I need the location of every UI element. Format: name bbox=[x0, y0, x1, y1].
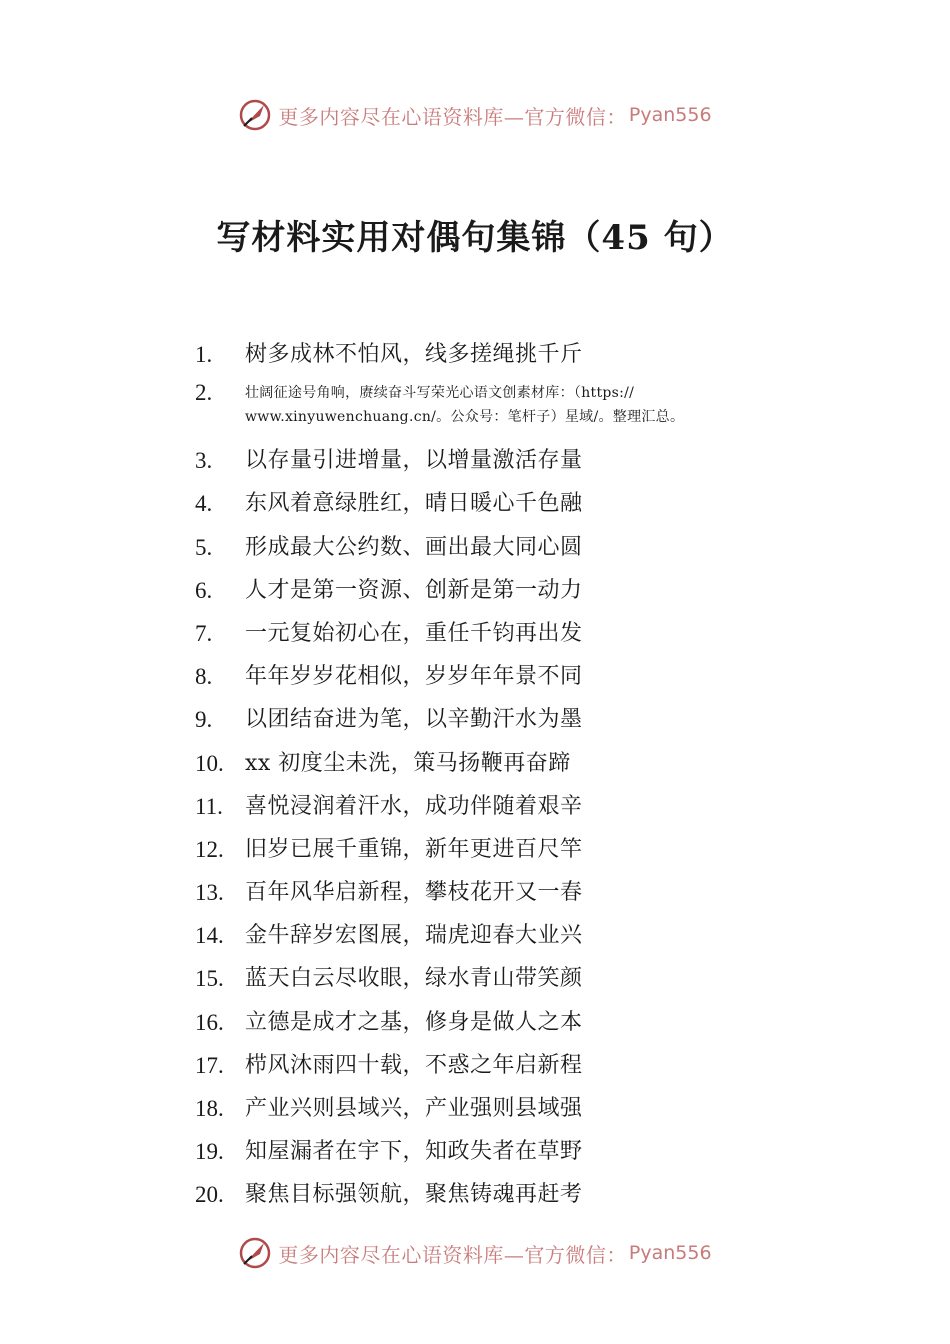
item-number: 8. bbox=[195, 664, 213, 690]
item-text: 树多成林不怕风，线多搓绳挑千斤 bbox=[245, 342, 583, 367]
document-title: 写材料实用对偶句集锦（45 句） bbox=[216, 218, 734, 258]
list-item bbox=[195, 335, 755, 378]
item-text: 百年风华启新程，攀枝花开又一春 bbox=[245, 880, 583, 906]
list-item bbox=[195, 916, 755, 959]
couplet-list bbox=[195, 335, 755, 1219]
item-text: 形成最大公约数、画出最大同心圆 bbox=[245, 534, 583, 560]
list-item bbox=[195, 1003, 755, 1046]
item-text: 聚焦目标强领航，聚焦铸魂再赶考 bbox=[245, 1182, 583, 1208]
list-item bbox=[195, 959, 755, 1002]
list-item bbox=[195, 1175, 755, 1218]
watermark-handle: Pyan556 bbox=[628, 104, 712, 126]
watermark-handle: Pyan556 bbox=[628, 1242, 712, 1264]
quill-logo-icon bbox=[238, 1236, 272, 1270]
list-item bbox=[195, 378, 755, 441]
item-text: 栉风沐雨四十载，不惑之年启新程 bbox=[245, 1052, 583, 1078]
item-text: 年年岁岁花相似，岁岁年年景不同 bbox=[245, 664, 583, 690]
item-number: 18. bbox=[195, 1096, 224, 1121]
list-item bbox=[195, 1089, 755, 1132]
list-item bbox=[195, 571, 755, 614]
item-text: 蓝天白云尽收眼，绿水青山带笑颜 bbox=[245, 966, 583, 992]
item-number: 5. bbox=[195, 534, 213, 560]
item-number: 9. bbox=[195, 707, 213, 733]
item-text: xx 初度尘未洗，策马扬鞭再奋蹄 bbox=[245, 750, 571, 776]
item-number: 3. bbox=[195, 448, 213, 474]
item-number: 11. bbox=[195, 793, 223, 819]
list-item bbox=[195, 528, 755, 571]
list-item bbox=[195, 700, 755, 743]
item-number: 15. bbox=[195, 966, 224, 992]
item-number: 12. bbox=[195, 836, 224, 862]
list-item bbox=[195, 1132, 755, 1175]
item-number: 4. bbox=[195, 491, 213, 517]
item-text: 喜悦浸润着汗水，成功伴随着艰辛 bbox=[245, 793, 583, 819]
item-text: 产业兴则县域兴，产业强则县域强 bbox=[245, 1096, 583, 1121]
header-watermark bbox=[0, 95, 950, 135]
list-item bbox=[195, 657, 755, 700]
item-text: 东风着意绿胜红，晴日暖心千色融 bbox=[245, 491, 583, 517]
list-item bbox=[195, 484, 755, 527]
item-number: 6. bbox=[195, 577, 213, 603]
item-text: 以存量引进增量，以增量激活存量 bbox=[245, 448, 583, 474]
item-text: 人才是第一资源、创新是第一动力 bbox=[245, 577, 583, 603]
item-text: 以团结奋进为笔，以辛勤汗水为墨 bbox=[245, 707, 583, 733]
list-item bbox=[195, 787, 755, 830]
item-text: 旧岁已展千重锦，新年更进百尺竿 bbox=[245, 836, 583, 862]
item-text: 金牛辞岁宏图展，瑞虎迎春大业兴 bbox=[245, 923, 583, 949]
list-item bbox=[195, 614, 755, 657]
footer-watermark bbox=[0, 1233, 950, 1273]
item-text: 知屋漏者在宇下，知政失者在草野 bbox=[245, 1139, 583, 1165]
item-number: 7. bbox=[195, 620, 213, 646]
item-text: 立德是成才之基，修身是做人之本 bbox=[245, 1009, 583, 1035]
watermark-text: 更多内容尽在心语资料库—官方微信： bbox=[278, 1242, 627, 1267]
item-number: 19. bbox=[195, 1139, 224, 1165]
item-number: 20. bbox=[195, 1182, 224, 1208]
item-text: 一元复始初心在，重任千钧再出发 bbox=[245, 620, 583, 646]
item-number: 16. bbox=[195, 1009, 224, 1035]
item-number: 2. bbox=[195, 380, 213, 406]
item-number: 14. bbox=[195, 923, 224, 949]
watermark-text: 更多内容尽在心语资料库—官方微信： bbox=[278, 104, 627, 129]
quill-logo-icon bbox=[238, 98, 272, 132]
item-number: 1. bbox=[195, 342, 213, 367]
list-item bbox=[195, 441, 755, 484]
list-item bbox=[195, 744, 755, 787]
list-item bbox=[195, 1046, 755, 1089]
item-number: 13. bbox=[195, 880, 224, 906]
item-text: 壮阔征途号角响，赓续奋斗写荣光心语文创素材库：（https:// www.xinyuwenchuang.cn/。公众号：笔杆子）星域/。整理汇总。 bbox=[245, 385, 685, 426]
list-item bbox=[195, 873, 755, 916]
item-number: 10. bbox=[195, 750, 224, 776]
list-item bbox=[195, 830, 755, 873]
item-number: 17. bbox=[195, 1052, 224, 1078]
